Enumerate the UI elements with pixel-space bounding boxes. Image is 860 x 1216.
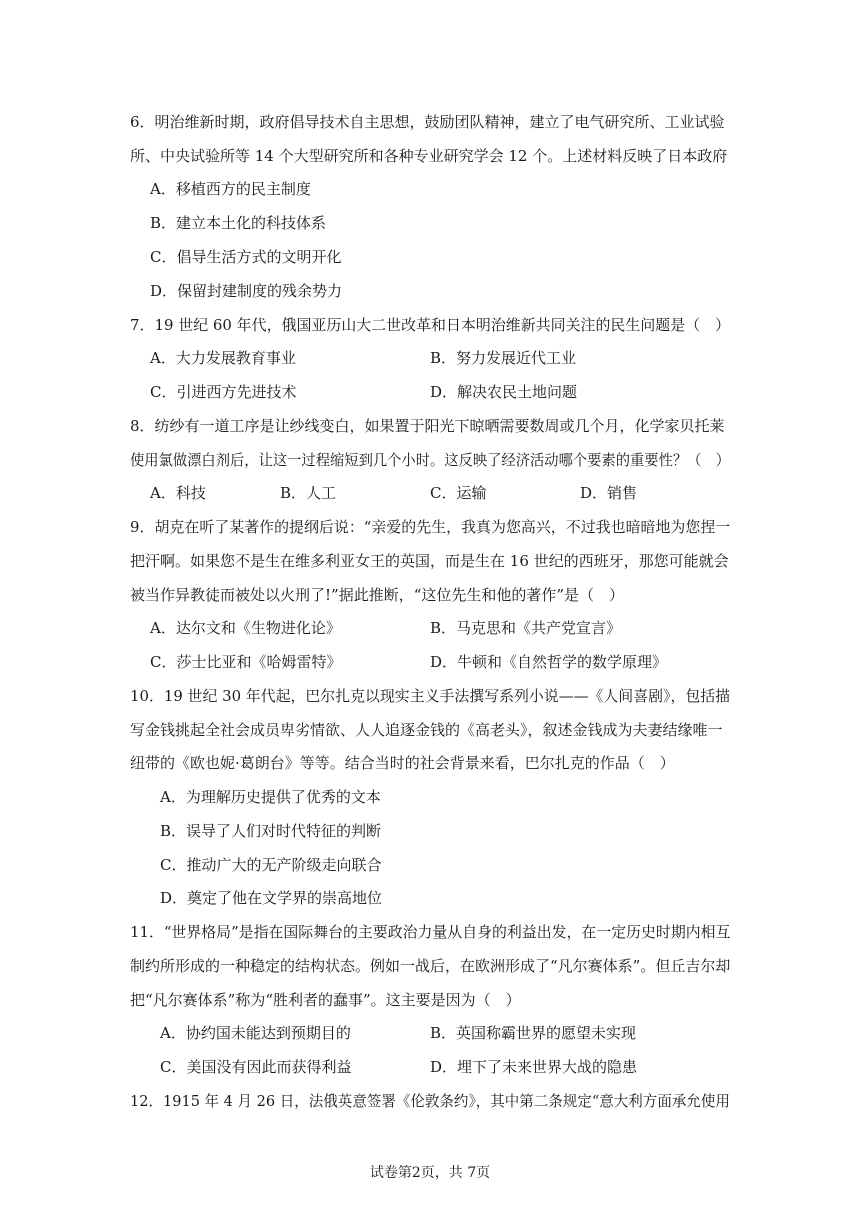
- q11-option-c: C．美国没有因此而获得利益: [160, 1058, 352, 1076]
- q10-option-b: B．误导了人们对时代特征的判断: [160, 822, 382, 840]
- q10-option-a: A．为理解历史提供了优秀的文本: [160, 788, 381, 806]
- page-footer: 试卷第2页，共 7页: [369, 1165, 491, 1181]
- q9-option-c: C．莎士比亚和《哈姆雷特》: [150, 653, 342, 671]
- q9-option-b: B．马克思和《共产党宣言》: [430, 619, 622, 637]
- q11-line-2: 制约所形成的一种稳定的结构状态。例如一战后，在欧洲形成了“凡尔赛体系”。但丘吉尔却: [130, 957, 731, 975]
- q8-option-c: C．运输: [430, 484, 487, 502]
- q7-option-d: D．解决农民土地问题: [430, 383, 578, 401]
- q6-option-b: B．建立本土化的科技体系: [150, 214, 327, 232]
- q8-option-d: D．销售: [580, 484, 638, 502]
- q8-line-1: 8．纺纱有一道工序是让纱线变白，如果置于阳光下晾晒需要数周或几个月，化学家贝托莱: [130, 417, 725, 435]
- q7-option-c: C．引进西方先进技术: [150, 383, 297, 401]
- q11-option-b: B．英国称霸世界的愿望未实现: [430, 1024, 637, 1042]
- q11-option-d: D．埋下了未来世界大战的隐患: [430, 1058, 638, 1076]
- q10-option-d: D．奠定了他在文学界的崇高地位: [160, 889, 383, 907]
- q6-line-1: 6．明治维新时期，政府倡导技术自主思想，鼓励团队精神，建立了电气研究所、工业试验: [130, 113, 725, 131]
- q9-line-1: 9．胡克在听了某著作的提纲后说：“亲爱的先生，我真为您高兴，不过我也暗暗地为您捏一: [130, 518, 731, 536]
- q11-line-1: 11．“世界格局”是指在国际舞台的主要政治力量从自身的利益出发，在一定历史时期内相互: [130, 923, 731, 941]
- q7-line-1: 7．19 世纪 60 年代，俄国亚历山大二世改革和日本明治维新共同关注的民生问题是（ ）: [130, 316, 731, 334]
- q9-option-d: D．牛顿和《自然哲学的数学原理》: [430, 653, 668, 671]
- q9-line-2: 把汗啊。如果您不是生在维多利亚女王的英国，而是生在 16 世纪的西班牙，那您可能就会: [130, 552, 729, 570]
- q10-line-2: 写金钱挑起全社会成员卑劣情欲、人人追逐金钱的《高老头》，叙述金钱成为夫妻结缘唯一: [130, 721, 723, 739]
- q8-option-b: B．人工: [280, 484, 337, 502]
- q6-option-c: C．倡导生活方式的文明开化: [150, 248, 342, 266]
- q6-option-a: A．移植西方的民主制度: [150, 180, 311, 198]
- q10-line-1: 10．19 世纪 30 年代起，巴尔扎克以现实主义手法撰写系列小说——《人间喜剧》，包括描: [130, 687, 731, 705]
- q10-option-c: C．推动广大的无产阶级走向联合: [160, 856, 382, 874]
- q8-option-a: A．科技: [150, 484, 206, 502]
- q10-line-3: 纽带的《欧也妮·葛朗台》等等。结合当时的社会背景来看，巴尔扎克的作品（ ）: [130, 754, 675, 772]
- q8-line-2: 使用氯做漂白剂后，让这一过程缩短到几个小时。这反映了经济活动哪个要素的重要性？（ ）: [130, 451, 731, 469]
- q7-option-b: B．努力发展近代工业: [430, 349, 577, 367]
- q12-line-1: 12．1915 年 4 月 26 日，法俄英意签署《伦敦条约》，其中第二条规定“意大利方面承允使用: [130, 1092, 730, 1110]
- q7-option-a: A．大力发展教育事业: [150, 349, 296, 367]
- q9-line-3: 被当作异教徒而被处以火刑了!”据此推断，“这位先生和他的著作”是（ ）: [130, 586, 625, 604]
- q6-line-2: 所、中央试验所等 14 个大型研究所和各种专业研究学会 12 个。上述材料反映了日本政府: [130, 147, 728, 165]
- q11-option-a: A．协约国未能达到预期目的: [160, 1024, 351, 1042]
- q6-option-d: D．保留封建制度的残余势力: [150, 282, 343, 300]
- q9-option-a: A．达尔文和《生物进化论》: [150, 619, 341, 637]
- q11-line-3: 把“凡尔赛体系”称为“胜利者的蠢事”。这主要是因为（ ）: [130, 991, 521, 1009]
